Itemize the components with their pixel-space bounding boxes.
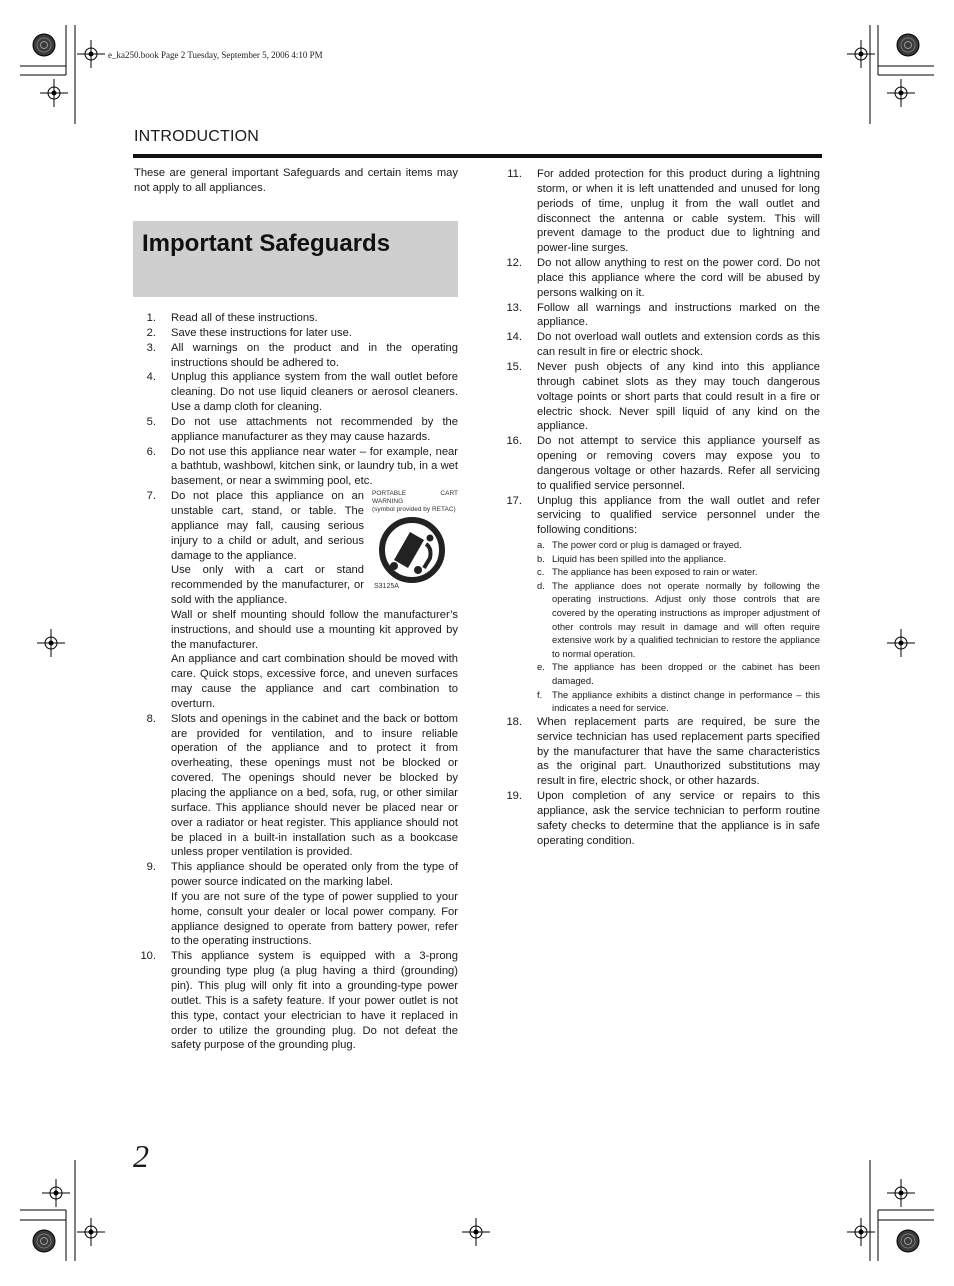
safeguard-item	[134, 445, 458, 490]
item-paragraph: This appliance system is equipped with a 3-prong grounding type plug (a plug having a third (grounding) pin). This plug will only fit into a grounding-type power outlet. This is a safety feature. If your power outlet is not this type, contact your electrician to have it replaced in order to utilize the grounding plug. Do not defeat the safety purpose of the grounding plug.	[171, 950, 458, 1052]
right-column	[500, 167, 820, 848]
section-title: INTRODUCTION	[134, 128, 260, 145]
sub-item-letter: d.	[537, 579, 545, 591]
sub-item-text: The appliance exhibits a distinct change in performance – this indicates a need for service.	[552, 688, 820, 714]
safeguard-item	[134, 370, 458, 415]
item-paragraph: If you are not sure of the type of power supplied to your home, consult your dealer or local power company. For appliance designed to operate from battery power, refer to the operating instructions.	[171, 890, 458, 948]
portable-cart-warning	[372, 490, 458, 590]
item-text	[537, 434, 820, 493]
sub-item	[537, 552, 820, 566]
item-text	[537, 167, 820, 256]
sub-item	[537, 565, 820, 579]
item-paragraph: Do not overload wall outlets and extension cords as this can result in fire or electric shock.	[537, 331, 820, 359]
item-paragraph: Do not place this appliance on an unstable cart, stand, or table. The appliance may fall, causing serious injury to a child or adult, and serious damage to the appliance.	[171, 490, 364, 562]
item-number: 13.	[506, 301, 522, 314]
item-paragraph: Follow all warnings and instructions marked on the appliance.	[537, 301, 820, 329]
title-banner	[133, 221, 458, 297]
item-text	[537, 494, 820, 539]
safeguard-item	[134, 341, 458, 371]
item-number: 4.	[146, 371, 156, 384]
item-number: 1.	[146, 312, 156, 324]
sub-item-text: Liquid has been spilled into the appliance.	[552, 552, 727, 564]
safeguard-item	[500, 167, 820, 256]
item-text	[171, 445, 458, 490]
cart-warning-source: (symbol provided by RETAC)	[372, 506, 456, 514]
safeguard-item	[134, 860, 458, 949]
cart-tipover-icon	[372, 514, 452, 584]
item-number: 19.	[506, 790, 522, 803]
item-paragraph: Do not allow anything to rest on the power cord. Do not place this appliance where the cord will be abused by persons walking on it.	[537, 257, 820, 299]
sub-item-text: The appliance has been dropped or the cabinet has been damaged.	[552, 661, 820, 687]
item-paragraph: Do not use this appliance near water – for example, near a bathtub, washbowl, kitchen sink, or laundry tub, in a wet basement, or near a swimming pool, etc.	[171, 445, 458, 488]
safeguard-item	[500, 301, 820, 331]
item-paragraph: Do not attempt to service this appliance yourself as opening or removing covers may expose you to dangerous voltage or other hazards. Refer all servicing to qualified service personnel.	[537, 435, 820, 492]
item-paragraph: This appliance should be operated only from the type of power source indicated on the marking label.	[171, 861, 458, 889]
sub-item-text: The power cord or plug is damaged or frayed.	[552, 539, 742, 551]
safeguard-item	[500, 330, 820, 360]
item-text	[171, 712, 458, 860]
item-paragraph: All warnings on the product and in the operating instructions should be adhered to.	[171, 341, 458, 369]
item-text	[537, 330, 820, 360]
item-text	[537, 789, 820, 848]
item-number: 10.	[140, 950, 156, 963]
item-paragraph: Upon completion of any service or repairs to this appliance, ask the service technician to perform routine safety checks to determine that the appliance is in safe operating condition.	[537, 790, 820, 847]
item-number: 8.	[146, 712, 156, 725]
sub-item	[537, 688, 820, 715]
sub-item-text: The appliance does not operate normally by following the operating instructions. Adjust only those controls that are covered by the operating instructions as improper adjustment of other controls may result in damage and will often require extensive work by a qualified technician to restore the appliance to normal operation.	[552, 579, 820, 659]
sub-item	[537, 660, 820, 687]
item-number: 11.	[507, 168, 522, 180]
safeguard-item	[500, 789, 820, 848]
item-paragraph: Wall or shelf mounting should follow the manufacturer’s instructions, and should use a mounting kit approved by the manufacturer.	[171, 608, 458, 651]
item-paragraph: Use only with a cart or stand recommended by the manufacturer, or sold with the appliance.	[171, 564, 364, 607]
item-paragraph: Save these instructions for later use.	[171, 326, 352, 339]
safeguard-item	[134, 949, 458, 1053]
book-header-info: e_ka250.book Page 2 Tuesday, September 5, 2006 4:10 PM	[108, 50, 323, 60]
item-text	[171, 415, 458, 445]
safeguard-item	[500, 360, 820, 434]
item-text	[537, 256, 820, 301]
safeguard-item	[500, 256, 820, 301]
item-paragraph: Never push objects of any kind into this appliance through cabinet slots as they may touch dangerous voltage points or short parts that could result in a fire or electric shock. Never spill liquid of any kind on the appliance.	[537, 360, 820, 433]
item-paragraph: Read all of these instructions.	[171, 312, 318, 324]
item-paragraph: Unplug this appliance system from the wall outlet before cleaning. Do not use liquid cleaners or aerosol cleaners. Use a damp cloth for cleaning.	[171, 371, 458, 414]
safeguard-item	[134, 311, 458, 326]
page-title: Important Safeguards	[142, 230, 391, 257]
item-text	[171, 341, 458, 371]
item-number: 17.	[506, 494, 522, 507]
sub-item-letter: a.	[537, 539, 545, 551]
sub-item-text: The appliance has been exposed to rain or water.	[552, 566, 758, 578]
item-number: 7.	[146, 490, 156, 503]
item-text	[537, 715, 820, 789]
item-text	[537, 301, 820, 331]
item-paragraph: Do not use attachments not recommended by the appliance manufacturer as they may cause hazards.	[171, 415, 458, 443]
item-text	[537, 360, 820, 434]
item-paragraph: For added protection for this product during a lightning storm, or when it is left unattended and unused for long periods of time, unplug it from the wall outlet and disconnect the antenna or cable system. This will prevent damage to the product due to lightning and power-line surges.	[537, 168, 820, 255]
safeguard-item	[134, 326, 458, 341]
item-number: 16.	[506, 435, 522, 448]
cart-warning-code: S3125A	[374, 583, 399, 591]
item-number: 9.	[146, 861, 156, 874]
item-text	[171, 370, 458, 415]
item-paragraph: Unplug this appliance from the wall outlet and refer servicing to qualified service personnel under the following conditions:	[537, 494, 820, 537]
item-number: 12.	[506, 257, 522, 270]
sub-item	[537, 538, 820, 552]
item-text	[171, 326, 458, 341]
left-column	[134, 311, 458, 1053]
safeguard-item	[134, 489, 458, 712]
item-number: 15.	[506, 360, 522, 373]
item-text	[171, 949, 458, 1053]
item-number: 2.	[146, 326, 156, 339]
sub-item-letter: b.	[537, 552, 545, 564]
sub-item	[537, 579, 820, 661]
item-number: 5.	[146, 415, 156, 428]
item-number: 14.	[506, 331, 522, 344]
safeguard-item	[500, 715, 820, 789]
item-paragraph: Slots and openings in the cabinet and the back or bottom are provided for ventilation, and to insure reliable operation of the appliance and to protect it from overheating, these openings must not be blocked or covered. The openings should never be blocked by placing the appliance on a bed, sofa, rug, or other similar surface. This appliance should never be placed near or over a radiator or heat register. This appliance should not be placed in a built-in installation such as a bookcase unless proper ventilation is provided.	[171, 712, 458, 859]
item-number: 18.	[506, 715, 522, 728]
item-text	[171, 311, 458, 326]
page-number: 2	[133, 1138, 149, 1174]
item-text	[171, 860, 458, 949]
safeguard-item	[134, 712, 458, 860]
safeguard-item	[500, 434, 820, 493]
item-paragraph: An appliance and cart combination should be moved with care. Quick stops, excessive force, and uneven surfaces may cause the appliance and cart combination to overturn.	[171, 653, 458, 710]
safeguard-item	[134, 415, 458, 445]
sub-item-letter: c.	[537, 566, 545, 578]
item-number: 6.	[146, 445, 156, 458]
item-text	[171, 489, 458, 712]
item-number: 3.	[146, 341, 156, 354]
cart-warning-caption: PORTABLE CART WARNING	[372, 490, 458, 506]
sub-item-letter: e.	[537, 661, 545, 673]
intro-paragraph: These are general important Safeguards and certain items may not apply to all appliances.	[134, 167, 458, 194]
item-paragraph: When replacement parts are required, be sure the service technician has used replacement parts specified by the manufacturer that have the same characteristics as the original part. Unauthorized substitutions may result in fire, electric shock, or other hazards.	[537, 715, 820, 788]
header-rule	[133, 154, 822, 158]
safeguard-item	[500, 494, 820, 715]
sub-item-letter: f.	[537, 688, 543, 700]
